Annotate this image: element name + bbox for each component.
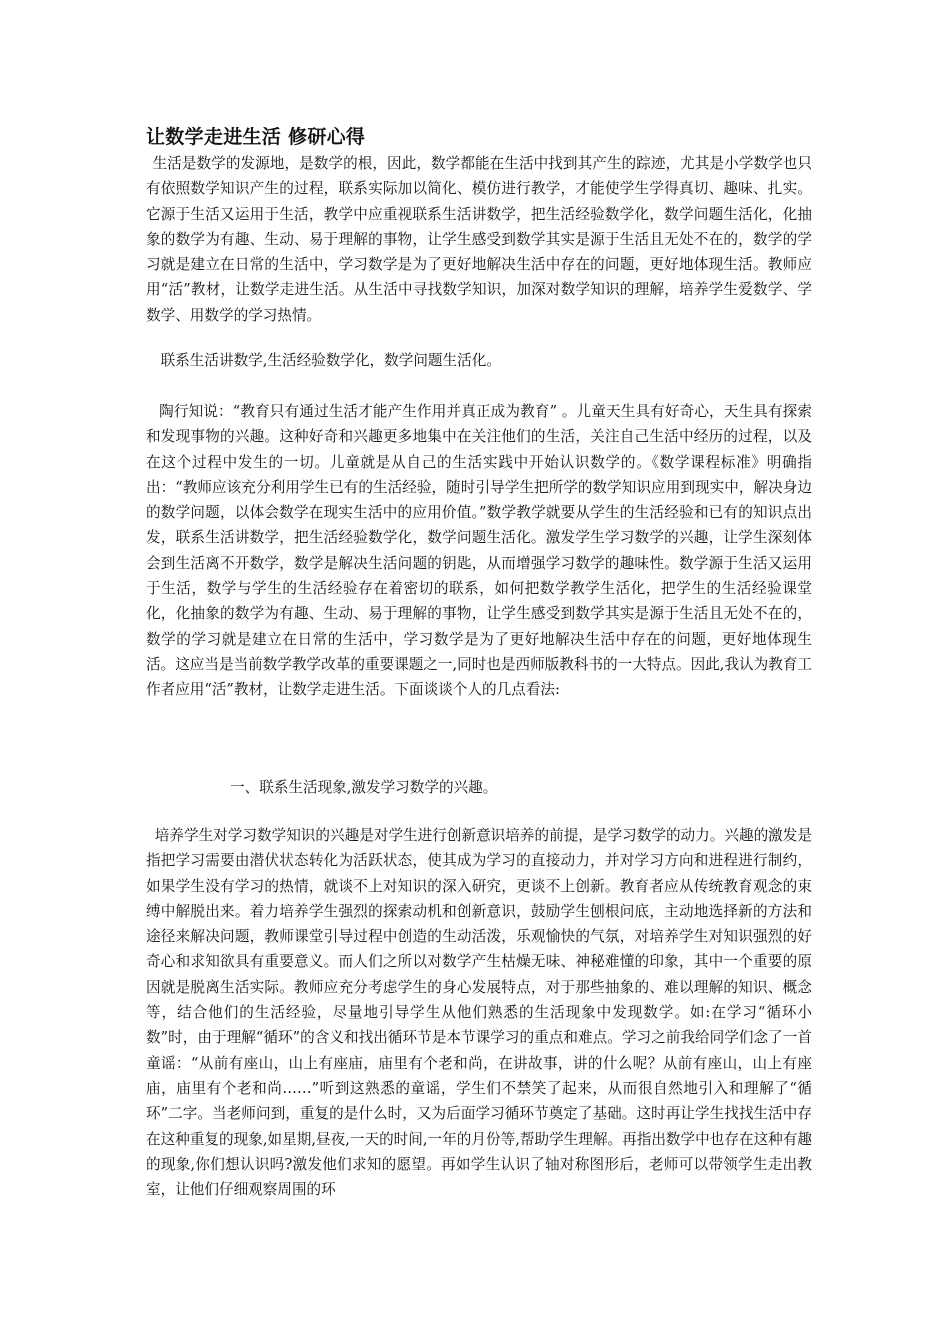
paragraph-tao-xingzhi: 陶行知说：“教育只有通过生活才能产生作用并真正成为教育” 。儿童天生具有好奇心，天生具有探索和发现事物的兴趣。这种好奇和兴趣更多地集中在关注他们的生活，关注自己生活中经历的过程，以及在这个过程中发生的一切。儿童就是从自己的生活实践中开始认识数学的。《数学课程标准》明确指出：“教师应该充分利用学生已有的生活经验，随时引导学生把所学的数学知识应用到现实中，解决身边的数学问题，以体会数学在现实生活中的应用价值。”数学教学就要从学生的生活经验和已有的知识点出发，联系生活讲数学，把生活经验数学化，数学问题生活化。激发学生学习数学的兴趣，让学生深刻体会到生活离不开数学，数学是解决生活问题的钥匙，从而增强学习数学的趣味性。数学源于生活又运用于生活，数学与学生的生活经验存在着密切的联系，如何把数学教学生活化，把学生的生活经验课堂化，化抽象的数学为有趣、生动、易于理解的事物，让学生感受到数学其实是源于生活且无处不在的，数学的学习就是建立在日常的生活中，学习数学是为了更好地解决生活中存在的问题，更好地体现生活。这应当是当前数学教学改革的重要课题之一,同时也是西师版教科书的一大特点。因此,我认为教育工作者应用“活”教材，让数学走进生活。下面谈谈个人的几点看法: bbox=[146, 403, 813, 699]
document-title: 让数学走进生活 修研心得 bbox=[146, 126, 366, 148]
paragraph-interest: 培养学生对学习数学知识的兴趣是对学生进行创新意识培养的前提，是学习数学的动力。兴趣的激发是指把学习需要由潜伏状态转化为活跃状态，使其成为学习的直接动力，并对学习方向和进程进行制约，如果学生没有学习的热情，就谈不上对知识的深入研究，更谈不上创新。教育者应从传统教育观念的束缚中解脱出来。着力培养学生强烈的探索动机和创新意识，鼓励学生刨根问底，主动地选择新的方法和途径来解决问题，教师课堂引导过程中创造的生动活泼，乐观愉快的气氛，对培养学生对知识强烈的好奇心和求知欲具有重要意义。而人们之所以对数学产生枯燥无味、神秘难懂的印象，其中一个重要的原因就是脱离生活实际。教师应充分考虑学生的身心发展特点，对于那些抽象的、难以理解的知识、概念等，结合他们的生活经验，尽量地引导学生从他们熟悉的生活现象中发现数学。如:在学习“循环小数”时，由于理解“循环”的含义和找出循环节是本节课学习的重点和难点。学习之前我给同学们念了一首童谣：“从前有座山，山上有座庙，庙里有个老和尚，在讲故事，讲的什么呢？从前有座山，山上有座庙，庙里有个老和尚……”听到这熟悉的童谣，学生们不禁笑了起来，从而很自然地引入和理解了“循环”二字。当老师问到，重复的是什么时，又为后面学习循环节奠定了基础。这时再让学生找找生活中存在这种重复的现象,如星期,昼夜,一天的时间,一年的月份等,帮助学生理解。再指出数学中也存在这种有趣的现象,你们想认识吗?激发他们求知的愿望。再如学生认识了轴对称图形后，老师可以带领学生走出教室，让他们仔细观察周围的环 bbox=[146, 827, 812, 1199]
paragraph-intro: 生活是数学的发源地，是数学的根，因此，数学都能在生活中找到其产生的踪迹，尤其是小学数学也只有依照数学知识产生的过程，联系实际加以简化、模仿进行教学，才能使学生学得真切、趣味、扎实。它源于生活又运用于生活，教学中应重视联系生活讲数学，把生活经验数学化，数学问题生活化，化抽象的数学为有趣、生动、易于理解的事物，让学生感受到数学其实是源于生活且无处不在的，数学的学习就是建立在日常的生活中，学习数学是为了更好地解决生活中存在的问题，更好地体现生活。教师应用“活”教材，让数学走进生活。从生活中寻找数学知识，加深对数学知识的理解，培养学生爱数学、学数学、用数学的学习热情。 bbox=[146, 155, 812, 324]
section-heading-1: 一、联系生活现象,激发学习数学的兴趣。 bbox=[230, 779, 498, 796]
paragraph-subheading: 联系生活讲数学,生活经验数学化，数学问题生活化。 bbox=[160, 352, 501, 369]
